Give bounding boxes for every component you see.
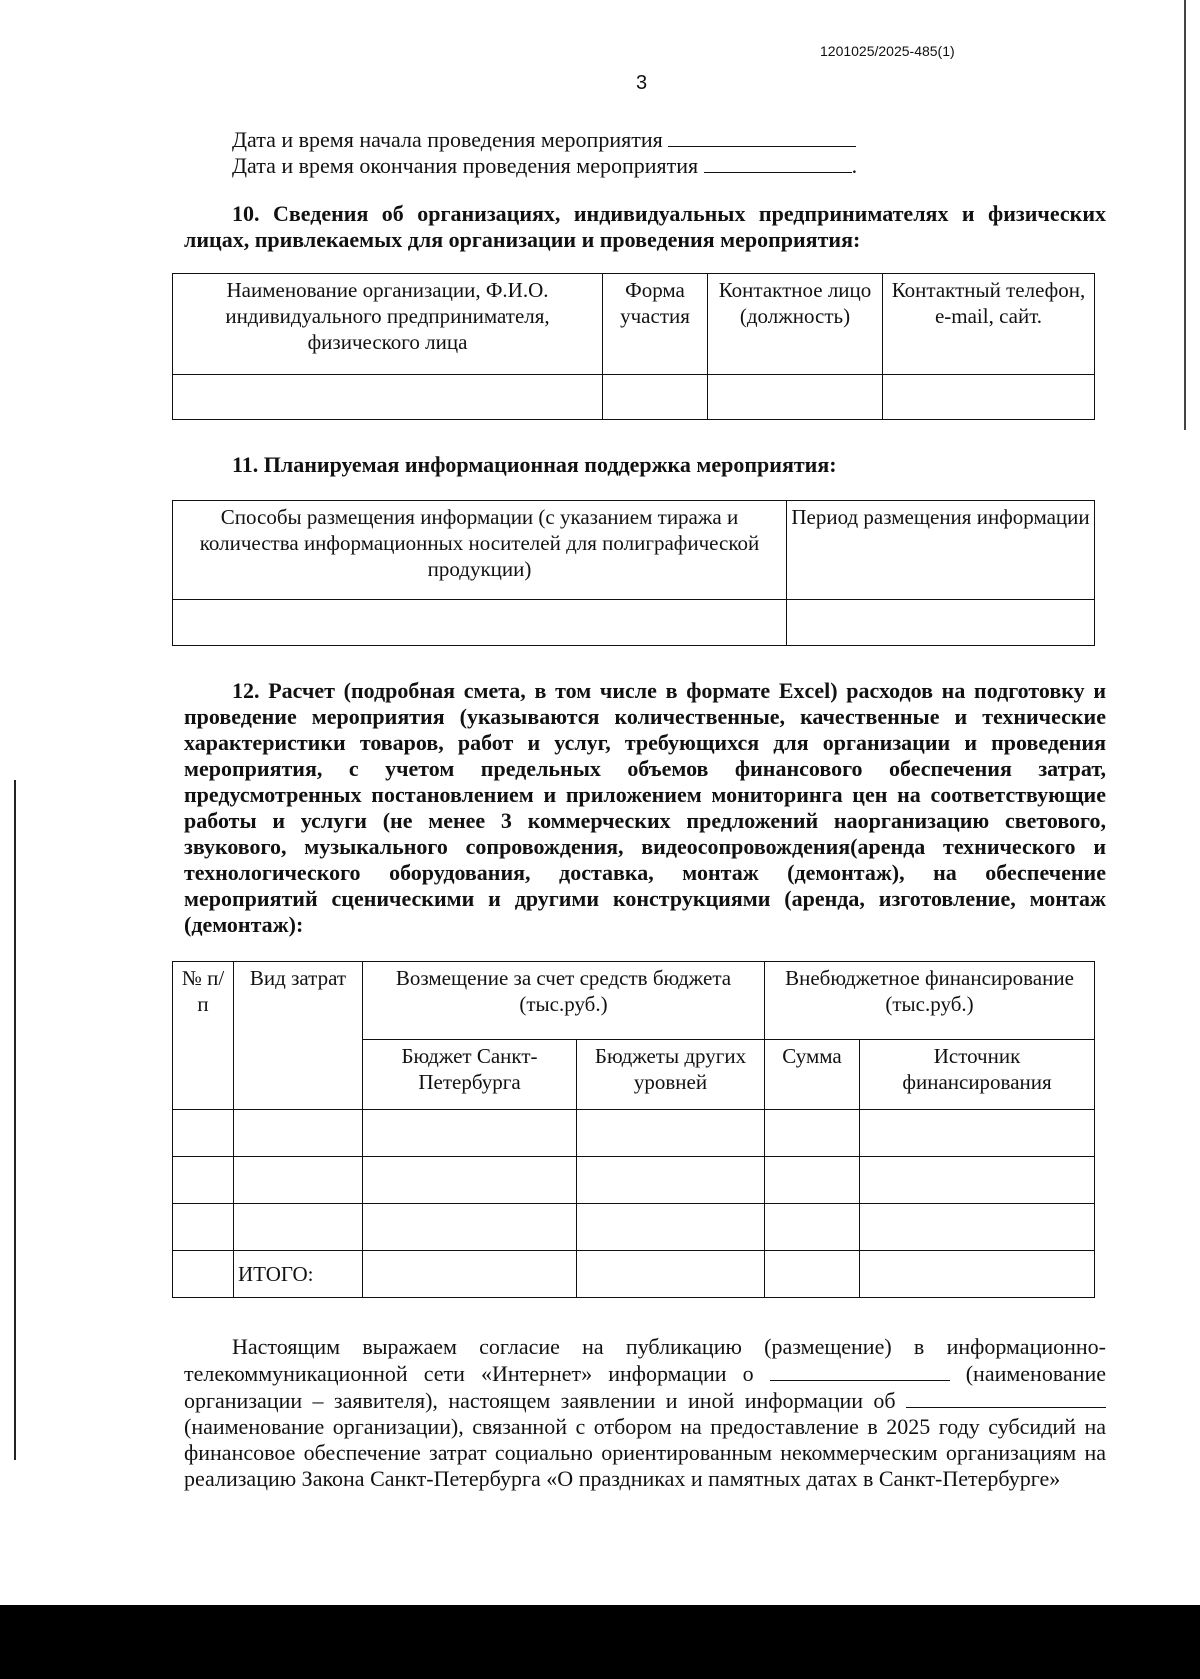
section12-title: 12. Расчет (подробная смета, в том числе в формате Excel) расходов на подготовку и проведение мероприятия (указываются количественные, качественные и технические характеристики товаров, работ и услуг, требующихся для организации и проведения мероприятия, с учетом предельных объемов финансового обеспечения затрат, предусмотренных постановлением и приложением мониторинга цен на соответствующие работы и услуги (не менее 3 коммерческих предложений наорганизацию светового, звукового, музыкального сопровождения, видеосопровождения(аренда технического и технологического оборудования, доставка, монтаж (демонтаж), на обеспечение мероприятий сценическими и другими конструкциями (аренда, изготовление, монтаж (демонтаж): <box>184 678 1106 937</box>
table-cell <box>883 375 1095 420</box>
table-cell <box>860 1204 1095 1251</box>
table-cell <box>765 1204 860 1251</box>
document-number: 1201025/2025-485(1) <box>820 43 955 59</box>
table-cell <box>765 1251 860 1298</box>
participants-col-contact: Контактное лицо (должность) <box>708 274 883 375</box>
budget-col-extra-group: Внебюджетное финансирование (тыс.руб.) <box>765 962 1095 1040</box>
section11-title: 11. Планируемая информационная поддержка мероприятия: <box>232 452 837 477</box>
event-end-suffix: . <box>851 153 858 178</box>
page-number: 3 <box>636 72 648 94</box>
table-row <box>173 600 1095 646</box>
info-support-table <box>172 500 1095 646</box>
table-cell <box>765 1110 860 1157</box>
table-cell <box>577 1110 765 1157</box>
consent-paragraph <box>184 1334 1106 1492</box>
consent-blank-2 <box>906 1387 1106 1408</box>
table-row <box>173 375 1095 420</box>
info-support-col-methods: Способы размещения информации (с указанием тиража и количества информационных носителей для полиграфической продукции) <box>173 501 787 600</box>
info-support-col-period: Период размещения информации <box>787 501 1095 600</box>
budget-col-source: Источник финансирования <box>860 1040 1095 1110</box>
event-start-blank <box>668 126 856 147</box>
table-cell <box>173 600 787 646</box>
table-cell <box>787 600 1095 646</box>
event-end-blank <box>704 152 852 173</box>
budget-col-spb: Бюджет Санкт-Петербурга <box>363 1040 577 1110</box>
table-cell <box>860 1251 1095 1298</box>
table-cell <box>234 1110 363 1157</box>
table-cell <box>173 1157 234 1204</box>
budget-col-other: Бюджеты других уровней <box>577 1040 765 1110</box>
participants-table <box>172 273 1095 420</box>
table-cell <box>173 1204 234 1251</box>
table-cell <box>363 1110 577 1157</box>
budget-total-row <box>173 1251 1095 1298</box>
scan-edge-line-left <box>14 780 16 1460</box>
table-cell <box>173 375 603 420</box>
table-cell <box>577 1204 765 1251</box>
table-cell <box>708 375 883 420</box>
budget-col-sum: Сумма <box>765 1040 860 1110</box>
budget-col-budget-group: Возмещение за счет средств бюджета (тыс.руб.) <box>363 962 765 1040</box>
event-end-line <box>232 152 857 179</box>
table-row <box>173 1110 1095 1157</box>
table-row <box>173 1204 1095 1251</box>
table-cell <box>860 1110 1095 1157</box>
budget-total-label: ИТОГО: <box>234 1251 363 1298</box>
consent-text-2: (наименование организации – заявителя), настоящем заявлении и иной информации об <box>184 1361 1107 1413</box>
info-support-header-row <box>173 501 1095 600</box>
budget-table <box>172 961 1095 1298</box>
participants-header-row <box>173 274 1095 375</box>
table-cell <box>363 1251 577 1298</box>
table-cell <box>363 1204 577 1251</box>
table-cell <box>577 1157 765 1204</box>
table-row <box>173 1157 1095 1204</box>
section10-title: 10. Сведения об организациях, индивидуальных предпринимателях и физических лицах, привлекаемых для организации и проведения мероприятия: <box>184 201 1106 252</box>
budget-col-num: № п/п <box>173 962 234 1110</box>
event-start-line <box>232 126 856 153</box>
budget-col-type: Вид затрат <box>234 962 363 1110</box>
event-end-label: Дата и время окончания проведения мероприятия <box>232 153 699 178</box>
scan-bottom-bar <box>0 1605 1200 1679</box>
table-cell <box>173 1110 234 1157</box>
table-cell <box>860 1157 1095 1204</box>
table-cell <box>765 1157 860 1204</box>
budget-header-row-1 <box>173 962 1095 1040</box>
participants-col-form: Форма участия <box>603 274 708 375</box>
table-cell <box>234 1157 363 1204</box>
table-cell <box>173 1251 234 1298</box>
table-cell <box>234 1204 363 1251</box>
event-start-label: Дата и время начала проведения мероприятия <box>232 127 663 152</box>
consent-blank-1 <box>770 1360 950 1381</box>
table-cell <box>577 1251 765 1298</box>
participants-col-name: Наименование организации, Ф.И.О. индивидуального предпринимателя, физического лица <box>173 274 603 375</box>
table-cell <box>363 1157 577 1204</box>
consent-text-3: (наименование организации), связанной с отбором на предоставление в 2025 году субсидий на финансовое обеспечение затрат социально ориентированным некоммерческим организациям на реализацию Закона Санкт-Петербурга «О праздниках и памятных датах в Санкт-Петербурге» <box>184 1414 1106 1491</box>
participants-col-phone: Контактный телефон, e-mail, сайт. <box>883 274 1095 375</box>
consent-text-1: Настоящим выражаем согласие на публикацию (размещение) в информационно-телекоммуникационной сети «Интернет» информации о <box>184 1334 1106 1386</box>
table-cell <box>603 375 708 420</box>
scan-edge-line-right <box>1184 0 1186 430</box>
